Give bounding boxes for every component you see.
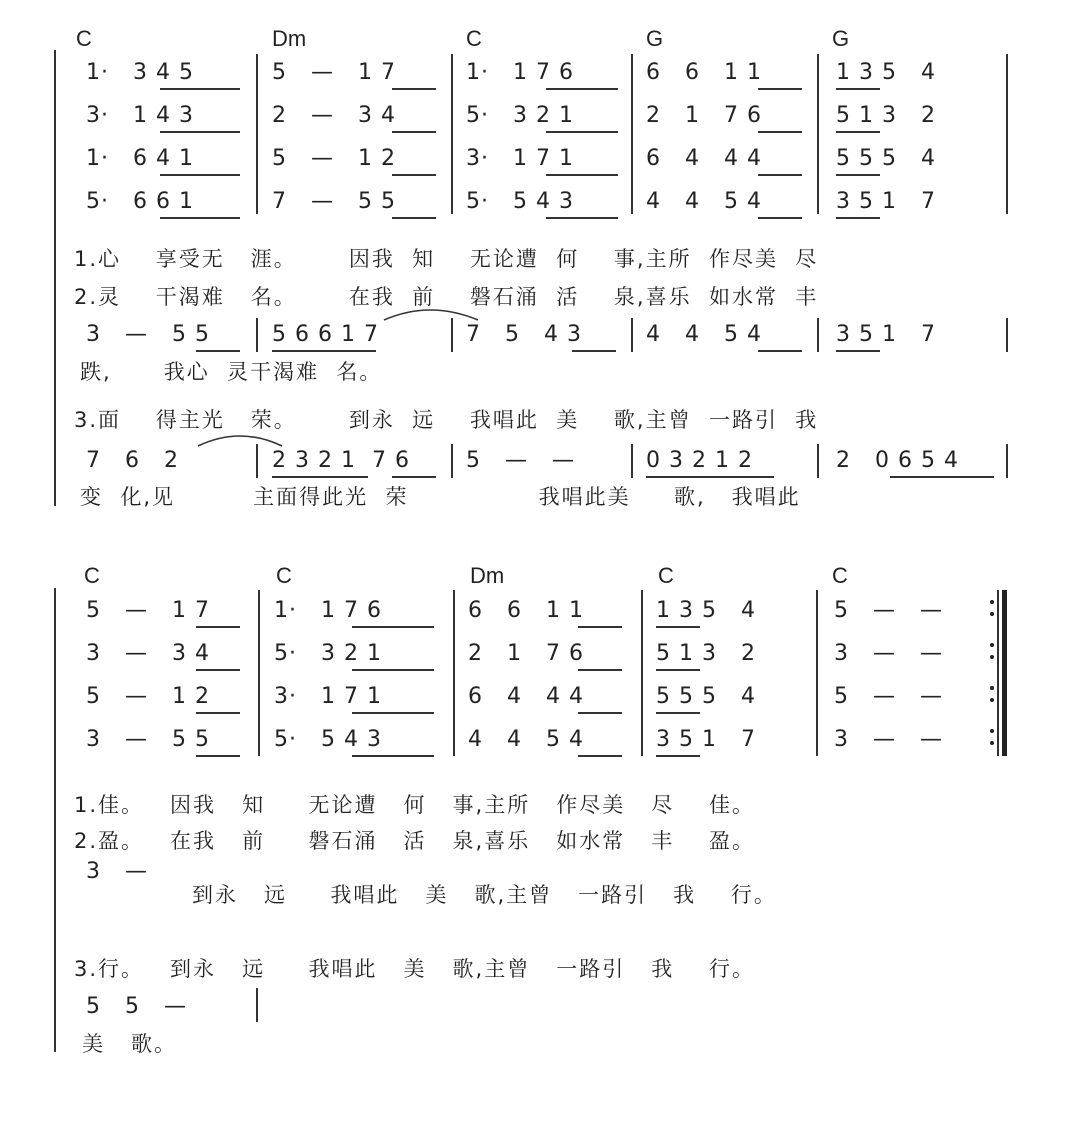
note-cell: 3 5 1 7 <box>656 727 756 752</box>
note-cell: 5 6 6 1 7 <box>272 322 379 347</box>
note-cell: 5 — — <box>466 448 575 473</box>
lyric-line: 1.心 享受无 涯。 因我 知 无论遭 何 事,主所 作尽美 尽 <box>74 247 819 271</box>
note-cell: 5· 5 4 3 <box>466 189 574 214</box>
note-cell: 5 1 3 2 <box>656 641 756 666</box>
lyric-line: 美 歌。 <box>82 1032 178 1056</box>
note-cell: 1· 6 4 1 <box>86 146 194 171</box>
lyric-line: 跌, 我心 灵干渴难 名。 <box>80 360 383 384</box>
note-cell: 5· 5 4 3 <box>274 727 382 752</box>
note-cell: 1· 1 7 6 <box>466 60 574 85</box>
chord: C <box>832 563 848 588</box>
chord: C <box>658 563 674 588</box>
note-cell: 6 4 4 4 <box>646 146 762 171</box>
note-cell: 3 5 1 7 <box>836 189 936 214</box>
lyric-line: 到永 远 我唱此 美 歌,主曾 一路引 我 行。 <box>192 883 777 907</box>
lyric-line: 2.灵 干渴难 名。 在我 前 磐石涌 活 泉,喜乐 如水常 丰 <box>74 285 819 309</box>
note-cell: 3· 1 7 1 <box>274 684 382 709</box>
note-cell: 4 4 5 4 <box>646 189 762 214</box>
note-cell: 5 — 1 2 <box>272 146 396 171</box>
note-cell: 6 6 1 1 <box>646 60 762 85</box>
system-1-line <box>54 50 56 506</box>
note-cell: 5· 3 2 1 <box>466 103 574 128</box>
note-cell: 2 3 2 1 7 6 <box>272 448 410 473</box>
note-cell: 7 6 2 <box>86 448 179 473</box>
note-cell: 5 — 1 7 <box>272 60 396 85</box>
note-cell: 6 4 4 4 <box>468 684 584 709</box>
note-cell: 3· 1 7 1 <box>466 146 574 171</box>
note-cell: 2 1 7 6 <box>468 641 584 666</box>
chord: Dm <box>272 26 307 51</box>
note-cell: 5 5 5 4 <box>836 146 936 171</box>
chord: C <box>76 26 92 51</box>
chord: G <box>646 26 664 51</box>
repeat-barline <box>1002 590 1007 756</box>
barline <box>817 54 819 214</box>
note-cell: 1· 3 4 5 <box>86 60 194 85</box>
lyric-line: 1.佳。 因我 知 无论遭 何 事,主所 作尽美 尽 佳。 <box>74 793 755 817</box>
chord: C <box>466 26 482 51</box>
note-cell: 7 — 5 5 <box>272 189 396 214</box>
lyric-line: 3.面 得主光 荣。 到永 远 我唱此 美 歌,主曾 一路引 我 <box>74 408 819 432</box>
note-cell: 7 5 4 3 <box>466 322 582 347</box>
note-cell: 1 3 5 4 <box>836 60 936 85</box>
barline <box>256 54 258 214</box>
note-cell: 5· 3 2 1 <box>274 641 382 666</box>
note-cell: 3 5 1 7 <box>836 322 936 347</box>
chord: C <box>276 563 292 588</box>
note-cell: 5 — — <box>834 598 943 623</box>
slur <box>382 304 482 324</box>
note-cell: 5 5 — <box>86 994 187 1019</box>
note-cell: 0 3 2 1 2 <box>646 448 753 473</box>
lyric-line: 3.行。 到永 远 我唱此 美 歌,主曾 一路引 我 行。 <box>74 957 755 981</box>
note-cell: 6 6 1 1 <box>468 598 584 623</box>
note-cell: 3 — — <box>834 641 943 666</box>
lyric-line: 变 化,见 主面得此光 荣 我唱此美 歌, 我唱此 <box>80 485 801 509</box>
lyric-line: 2.盈。 在我 前 磐石涌 活 泉,喜乐 如水常 丰 盈。 <box>74 829 755 853</box>
chord: C <box>84 563 100 588</box>
system-2-line <box>54 588 56 1052</box>
note-cell: 1 3 5 4 <box>656 598 756 623</box>
note-cell: 5 — — <box>834 684 943 709</box>
note-cell: 5 5 5 4 <box>656 684 756 709</box>
note-cell: 3· 1 4 3 <box>86 103 194 128</box>
chord: G <box>832 26 850 51</box>
barline <box>451 54 453 214</box>
note-cell: 5 — 1 7 <box>86 598 210 623</box>
note-cell: 5 — 1 2 <box>86 684 210 709</box>
chord: Dm <box>470 563 505 588</box>
note-cell: 4 4 5 4 <box>646 322 762 347</box>
note-cell: 2 1 7 6 <box>646 103 762 128</box>
barline <box>1006 54 1008 214</box>
note-cell: 3 — <box>86 859 148 884</box>
note-cell: 3 — — <box>834 727 943 752</box>
barline <box>631 54 633 214</box>
note-cell: 1· 1 7 6 <box>274 598 382 623</box>
note-cell: 3 — 3 4 <box>86 641 210 666</box>
slur <box>196 430 286 450</box>
note-cell: 5· 6 6 1 <box>86 189 194 214</box>
note-cell: 3 — 5 5 <box>86 322 210 347</box>
note-cell: 4 4 5 4 <box>468 727 584 752</box>
note-cell: 3 — 5 5 <box>86 727 210 752</box>
note-cell: 2 — 3 4 <box>272 103 396 128</box>
note-cell: 2 0 6 5 4 <box>836 448 959 473</box>
note-cell: 5 1 3 2 <box>836 103 936 128</box>
